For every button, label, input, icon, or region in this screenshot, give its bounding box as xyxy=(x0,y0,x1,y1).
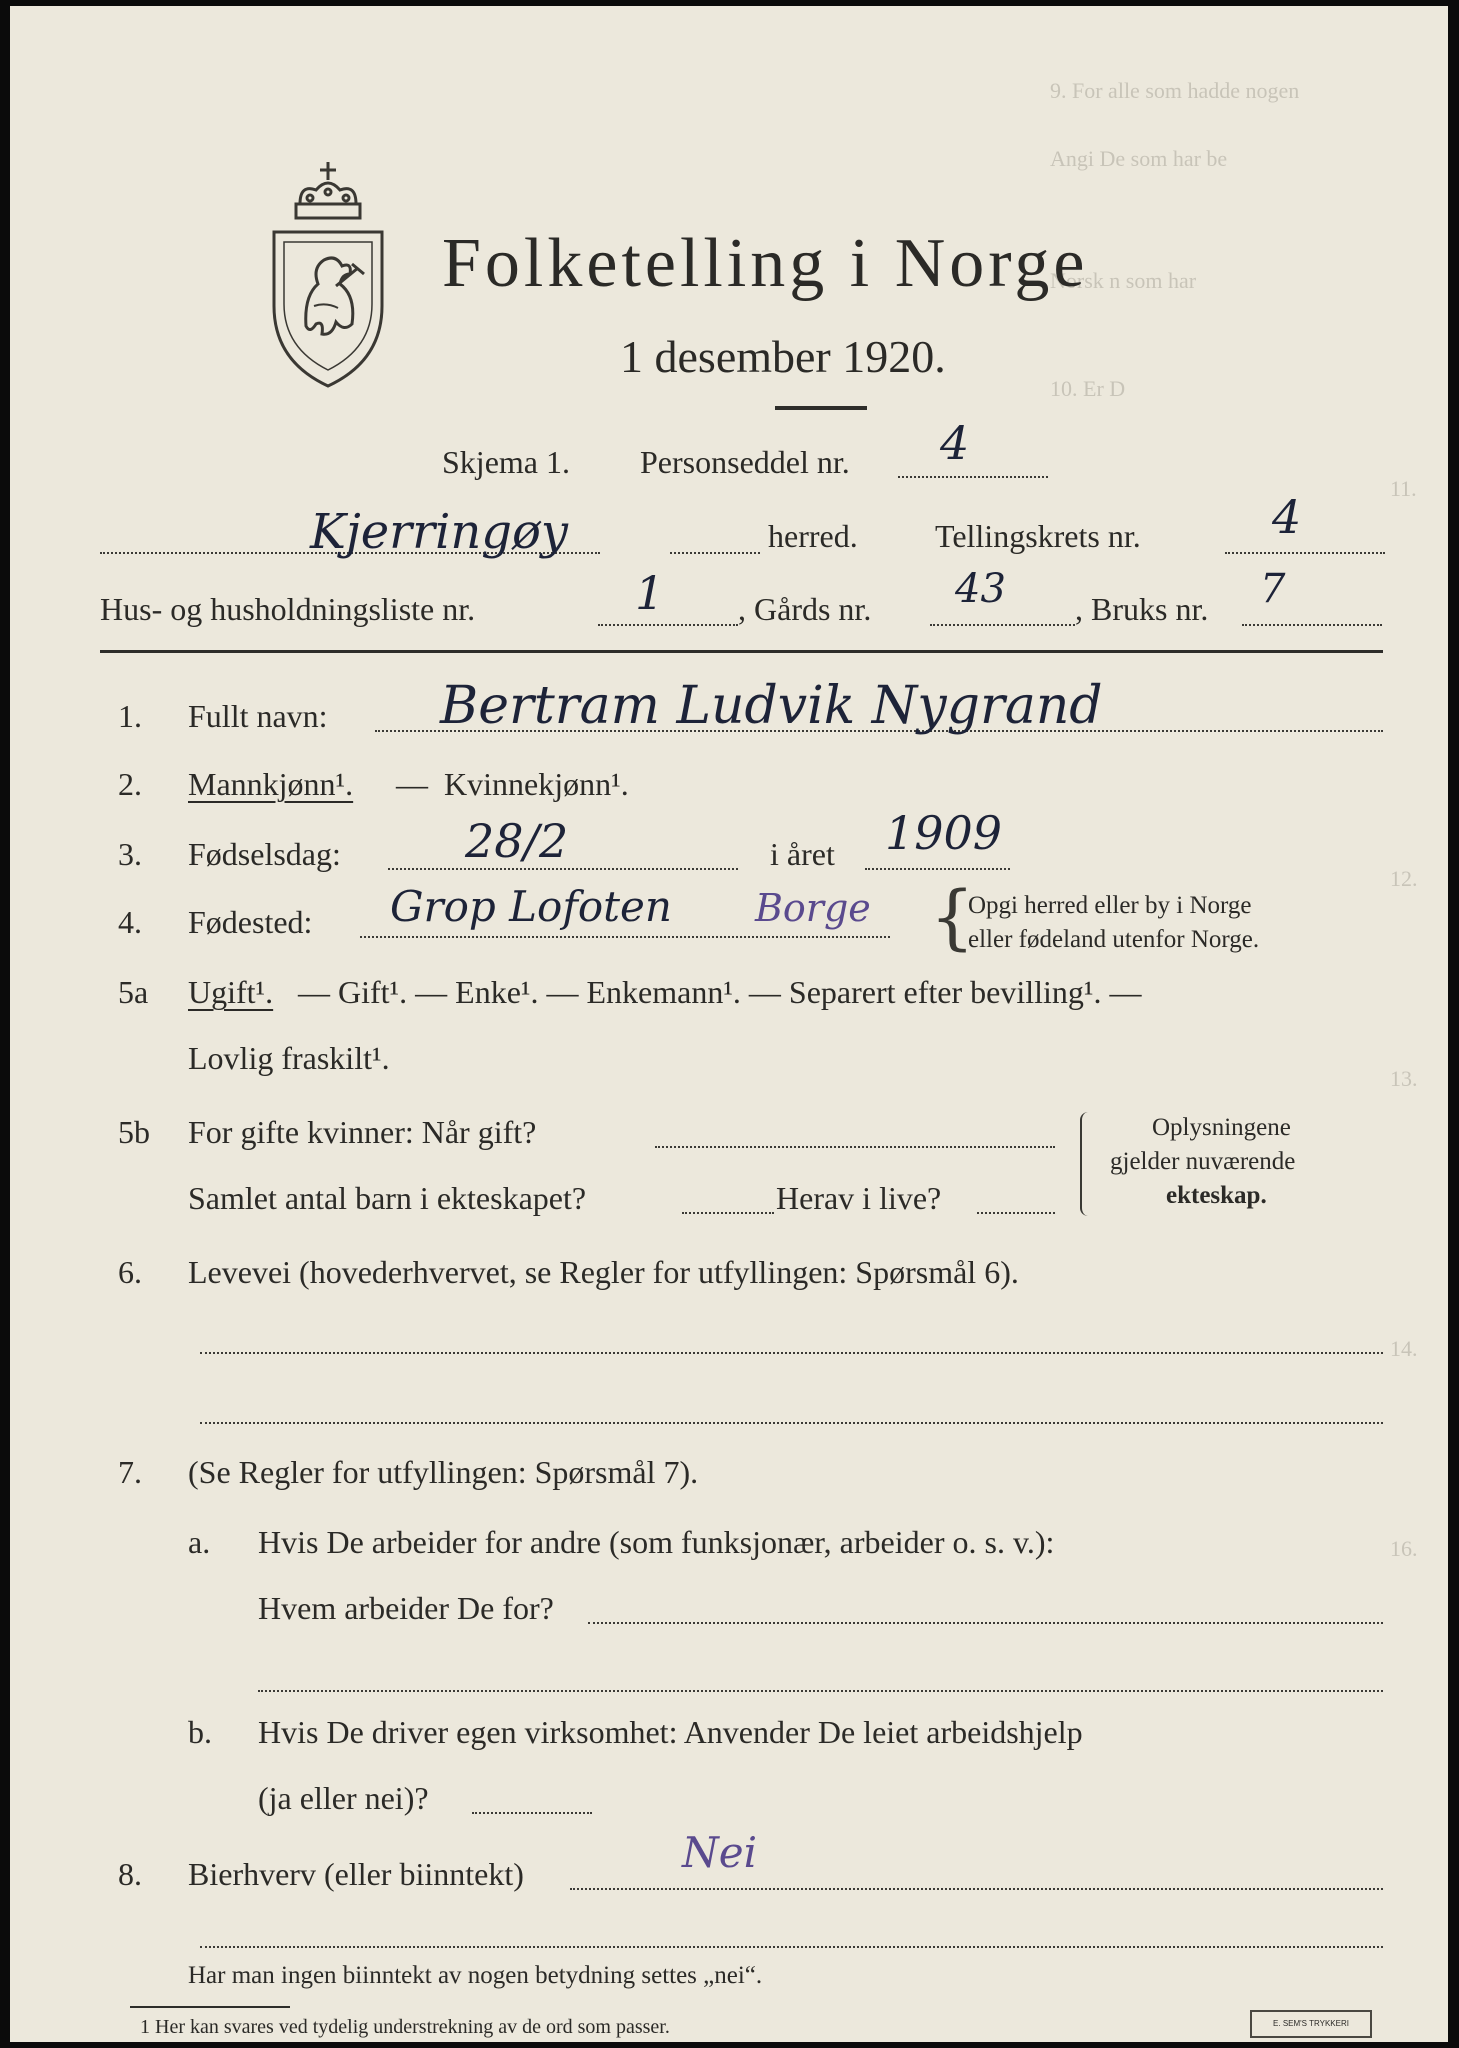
q3-number: 3. xyxy=(118,836,142,872)
bleed-through-line: Angi De som har be xyxy=(1050,146,1228,171)
q6-label: Levevei (hovederhvervet, se Regler for utfyllingen: Spørsmål 6). xyxy=(188,1254,1019,1290)
q5a-number: 5a xyxy=(118,974,149,1010)
when-married-line xyxy=(655,1146,1055,1148)
gender-separator: — xyxy=(396,766,428,802)
footer-note: Har man ingen biinntekt av nogen betydning settes „nei“. xyxy=(188,1962,763,1989)
q4-label: Fødested: xyxy=(188,904,313,940)
tellingskrets-label: Tellingskrets nr. xyxy=(935,518,1141,554)
q7b-hired-help-label: (ja eller nei)? xyxy=(258,1780,429,1816)
bruks-label: , Bruks nr. xyxy=(1075,591,1209,627)
q7-label: (Se Regler for utfyllingen: Spørsmål 7). xyxy=(188,1454,699,1490)
personseddel-value: 4 xyxy=(940,416,970,470)
occupation-line1 xyxy=(200,1352,1383,1354)
q7a-letter: a. xyxy=(188,1524,211,1560)
husholdningsliste-line xyxy=(598,624,738,626)
side-income-value: Nei xyxy=(682,1828,758,1877)
side-income-line xyxy=(570,1888,1383,1890)
alive-line xyxy=(977,1212,1055,1214)
birth-year-value: 1909 xyxy=(885,806,1003,860)
gender-female: Kvinnekjønn¹. xyxy=(444,766,629,802)
birthday-value: 28/2 xyxy=(465,814,569,868)
header-divider xyxy=(100,650,1383,653)
bleed-through-line: 11. xyxy=(1390,476,1417,501)
q3-label: Fødselsdag: xyxy=(188,836,341,872)
q5b-note-line2: gjelder nuværende xyxy=(1110,1148,1296,1175)
bleed-through-line: Norsk n som har xyxy=(1050,268,1197,293)
q4-brace: { xyxy=(930,876,975,958)
year-label: i året xyxy=(770,836,835,872)
footnote: 1 Her kan svares ved tydelig understrekning av de ord som passer. xyxy=(140,2016,670,2038)
bleed-through-line: 10. Er D xyxy=(1050,376,1126,401)
q7a-text: Hvis De arbeider for andre (som funksjonær, arbeider o. s. v.): xyxy=(258,1524,1055,1560)
gender-male: Mannkjønn¹. xyxy=(188,766,354,802)
full-name-value: Bertram Ludvik Nygrand xyxy=(440,676,1103,736)
marital-options: — Gift¹. — Enke¹. — Enkemann¹. — Separert efter bevilling¹. — xyxy=(298,974,1142,1010)
employer-line2 xyxy=(258,1690,1383,1692)
q4-note-line1: Opgi herred eller by i Norge xyxy=(968,892,1252,919)
year-line xyxy=(865,868,1010,870)
title-divider xyxy=(775,406,867,410)
bleed-through-line: 12. xyxy=(1390,866,1418,891)
form-title: Folketelling i Norge xyxy=(442,225,1089,302)
birthplace-value: Grop Lofoten xyxy=(390,882,672,931)
tellingskrets-line xyxy=(1225,552,1385,554)
q5b-children-label: Samlet antal barn i ekteskapet? xyxy=(188,1180,587,1216)
husholdningsliste-value: 1 xyxy=(635,566,665,620)
bleed-through-line: 13. xyxy=(1390,1066,1418,1091)
herred-label: herred. xyxy=(768,518,858,554)
q7b-letter: b. xyxy=(188,1714,212,1750)
q8-number: 8. xyxy=(118,1856,142,1892)
q5b-bracket xyxy=(1080,1112,1088,1216)
q4-note-line2: eller fødeland utenfor Norge. xyxy=(968,926,1260,953)
q5b-note-line1: Oplysningene xyxy=(1152,1114,1291,1141)
hired-help-line xyxy=(472,1812,592,1814)
coat-of-arms-icon xyxy=(266,156,391,391)
q6-number: 6. xyxy=(118,1254,142,1290)
q1-number: 1. xyxy=(118,698,142,734)
employer-line xyxy=(588,1622,1383,1624)
birthplace-line xyxy=(360,936,890,938)
q2-number: 2. xyxy=(118,766,142,802)
q5b-alive-label: Herav i live? xyxy=(776,1180,942,1216)
q7-number: 7. xyxy=(118,1454,142,1490)
q7a-employer-label: Hvem arbeider De for? xyxy=(258,1590,554,1626)
herred-line-tail xyxy=(670,552,760,554)
gards-value: 43 xyxy=(955,566,1006,612)
birthday-line xyxy=(388,868,738,870)
census-form-page xyxy=(10,6,1448,2042)
q1-label: Fullt navn: xyxy=(188,698,328,734)
bleed-through-line: 14. xyxy=(1390,1336,1418,1361)
q5b-number: 5b xyxy=(118,1114,150,1150)
birthplace-addition: Borge xyxy=(755,886,871,930)
bleed-through-line: 16. xyxy=(1390,1536,1418,1561)
marital-fraskilt: Lovlig fraskilt¹. xyxy=(188,1040,390,1076)
bruks-value: 7 xyxy=(1260,566,1286,612)
form-date: 1 desember 1920. xyxy=(620,331,946,382)
gards-label: , Gårds nr. xyxy=(738,591,872,627)
q5b-when-married-label: For gifte kvinner: Når gift? xyxy=(188,1114,537,1150)
bruks-line xyxy=(1242,624,1382,626)
tellingskrets-value: 4 xyxy=(1272,490,1302,544)
marital-ugift: Ugift¹. xyxy=(188,974,274,1010)
bleed-through-line: 9. For alle som hadde nogen xyxy=(1050,78,1300,103)
printer-stamp: E. SEM'S TRYKKERI xyxy=(1250,2010,1372,2038)
herred-value: Kjerringøy xyxy=(310,504,569,560)
husholdningsliste-label: Hus- og husholdningsliste nr. xyxy=(100,591,476,627)
children-line xyxy=(682,1212,774,1214)
q7b-text: Hvis De driver egen virksomhet: Anvender De leiet arbeidshjelp xyxy=(258,1714,1083,1750)
side-income-line2 xyxy=(200,1946,1383,1948)
gards-line xyxy=(930,624,1075,626)
personseddel-line xyxy=(898,476,1048,478)
personseddel-label: Personseddel nr. xyxy=(640,444,850,480)
footnote-rule xyxy=(130,2006,290,2008)
q8-label: Bierhverv (eller biinntekt) xyxy=(188,1856,524,1892)
q5b-note-line3: ekteskap. xyxy=(1166,1182,1267,1209)
occupation-line2 xyxy=(200,1422,1383,1424)
q4-number: 4. xyxy=(118,904,142,940)
skjema-label: Skjema 1. xyxy=(442,444,570,480)
